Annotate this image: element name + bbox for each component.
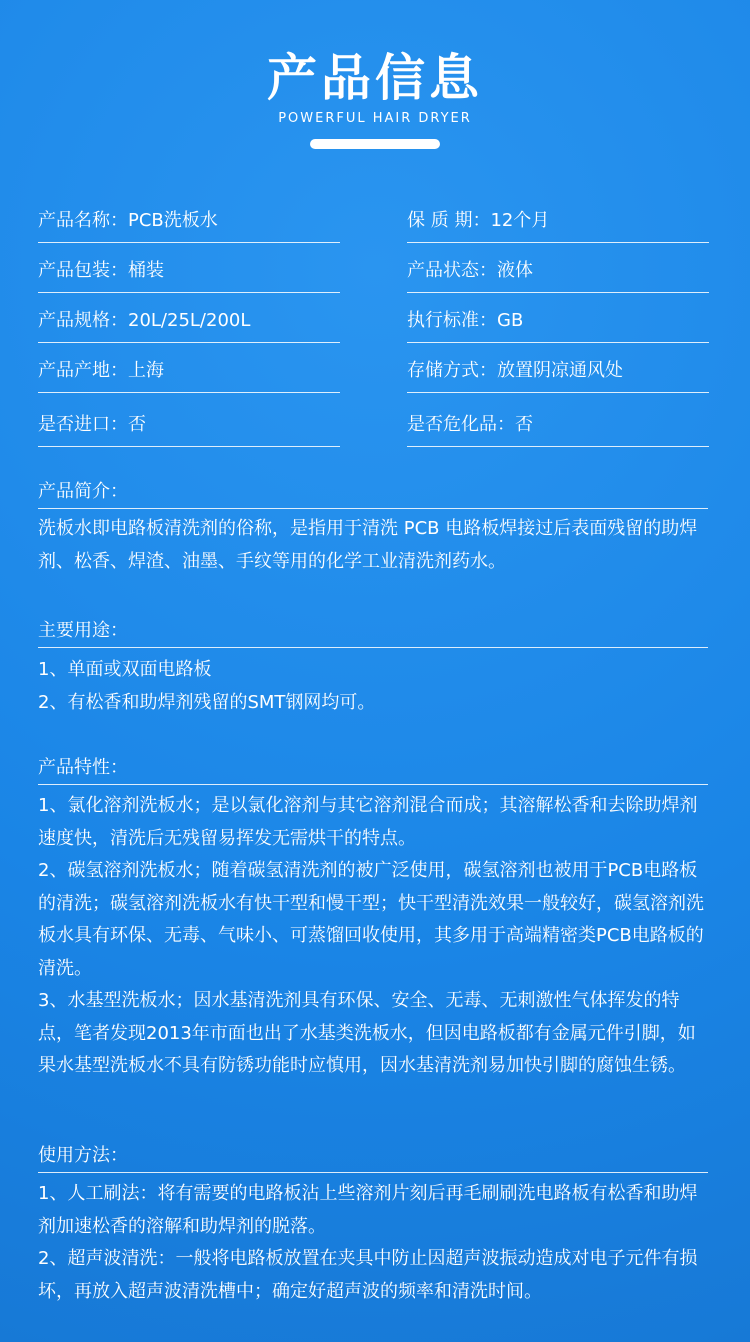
page-subtitle: POWERFUL HAIR DRYER [278, 111, 472, 126]
usage-item: 2、超声波清洗：一般将电路板放置在夹具中防止因超声波振动造成对电子元件有损坏，再放入超声波清洗槽中；确定好超声波的频率和清洗时间。 [38, 1248, 698, 1302]
info-value: 放置阴凉通风处 [497, 360, 623, 381]
info-label: 产品状态： [407, 260, 497, 281]
info-value: 桶装 [128, 260, 164, 281]
info-product-name [38, 200, 340, 243]
section-heading-intro: 产品简介： [38, 476, 708, 509]
info-value: 12个月 [490, 210, 550, 231]
info-label: 产品包装： [38, 260, 128, 281]
info-label: 是否危化品： [407, 414, 515, 435]
info-state [407, 250, 709, 293]
info-value: 液体 [497, 260, 533, 281]
section-body-usage [38, 1178, 710, 1308]
features-item: 2、碳氢溶剂洗板水；随着碳氢清洗剂的被广泛使用，碳氢溶剂也被用于PCB电路板的清洗；碳氢溶剂洗板水有快干型和慢干型；快干型清洗效果一般较好，碳氢溶剂洗板水具有环保、无毒、气味小、可蒸馏回收使用，其多用于高端精密类PCB电路板的清洗。 [38, 860, 704, 979]
info-packaging [38, 250, 340, 293]
info-origin [38, 350, 340, 393]
info-imported [38, 404, 340, 447]
info-spec [38, 300, 340, 343]
features-item: 3、水基型洗板水；因水基清洗剂具有环保、安全、无毒、无刺激性气体挥发的特点，笔者发现2013年市面也出了水基类洗板水，但因电路板都有金属元件引脚，如果水基型洗板水不具有防锈功能时应慎用，因水基清洗剂易加快引脚的腐蚀生锈。 [38, 990, 696, 1076]
info-value: 否 [128, 414, 146, 435]
intro-paragraph: 洗板水即电路板清洗剂的俗称，是指用于清洗 PCB 电路板焊接过后表面残留的助焊剂、松香、焊渣、油墨、手纹等用的化学工业清洗剂药水。 [38, 518, 698, 572]
title-underline-bar [310, 139, 440, 149]
info-label: 执行标准： [407, 310, 497, 331]
uses-item: 2、有松香和助焊剂残留的SMT钢网均可。 [38, 691, 376, 713]
info-shelf-life [407, 200, 709, 243]
info-standard [407, 300, 709, 343]
info-value: 上海 [128, 360, 164, 381]
info-label: 是否进口： [38, 414, 128, 435]
section-body-features [38, 790, 710, 1083]
info-label: 产品规格： [38, 310, 128, 331]
info-value: GB [497, 310, 524, 331]
info-value: 20L/25L/200L [128, 310, 251, 331]
features-item: 1、氯化溶剂洗板水；是以氯化溶剂与其它溶剂混合而成；其溶解松香和去除助焊剂速度快，清洗后无残留易挥发无需烘干的特点。 [38, 795, 698, 849]
uses-item: 1、单面或双面电路板 [38, 659, 212, 680]
info-label: 存储方式： [407, 360, 497, 381]
info-value: 否 [515, 414, 533, 435]
section-body-uses [38, 654, 710, 719]
page-title: 产品信息 [267, 49, 483, 107]
info-label: 保 质 期： [407, 210, 491, 231]
section-heading-uses: 主要用途： [38, 615, 708, 648]
section-body-intro [38, 513, 710, 578]
info-hazardous [407, 404, 709, 447]
section-heading-usage: 使用方法： [38, 1140, 708, 1173]
info-label: 产品名称： [38, 210, 128, 231]
section-heading-features: 产品特性： [38, 752, 708, 785]
usage-item: 1、人工刷法：将有需要的电路板沾上些溶剂片刻后再毛刷刷洗电路板有松香和助焊剂加速松香的溶解和助焊剂的脱落。 [38, 1183, 698, 1237]
info-value: PCB洗板水 [128, 210, 218, 231]
info-label: 产品产地： [38, 360, 128, 381]
info-storage [407, 350, 709, 393]
